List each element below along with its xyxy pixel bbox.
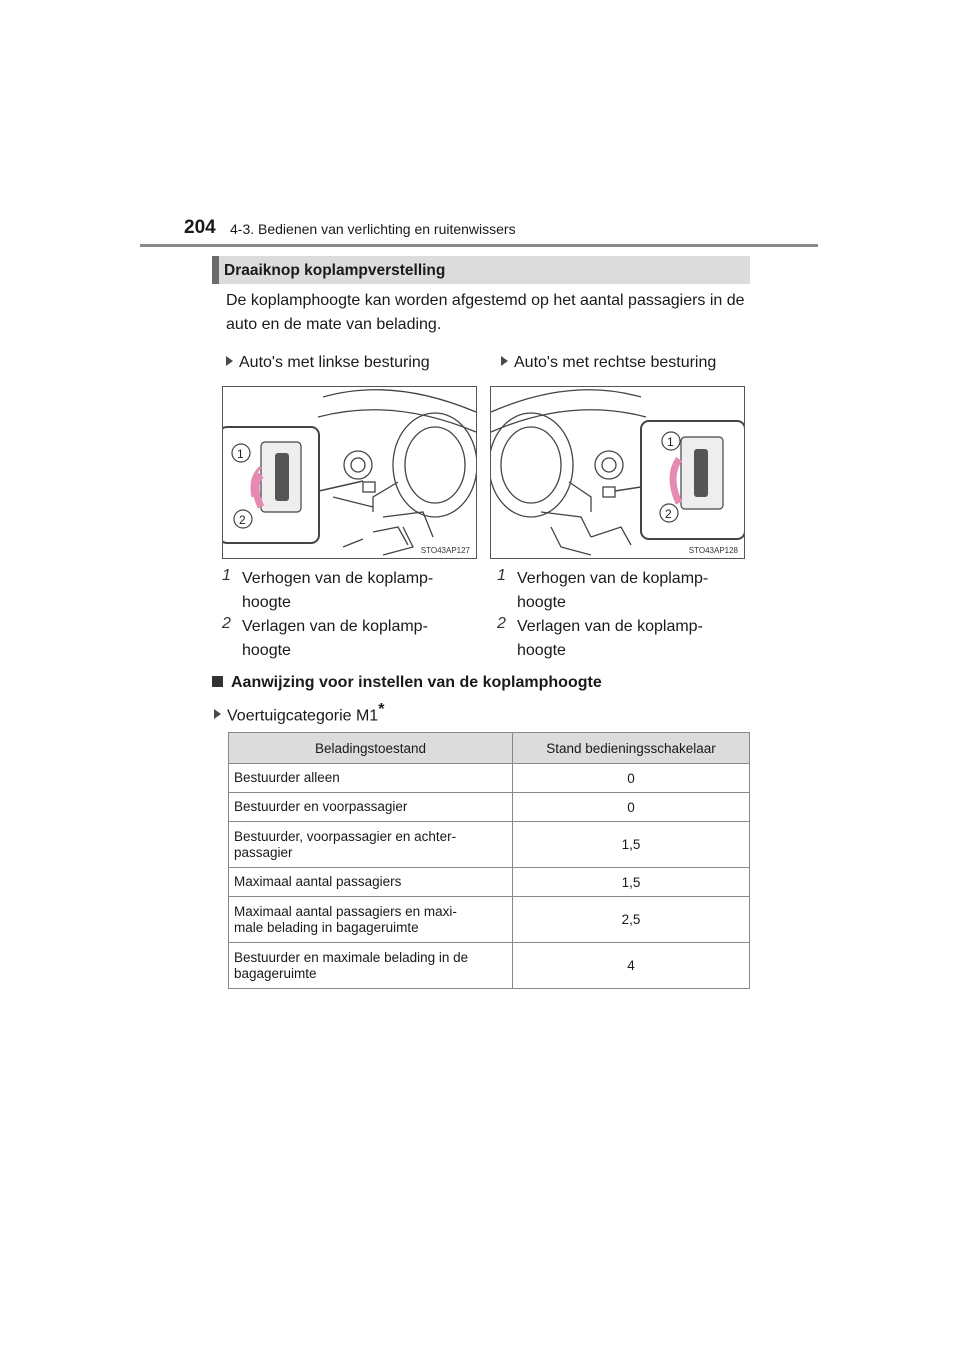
caption-number: [222, 615, 236, 633]
figure-id: STO43AP128: [688, 546, 738, 555]
caption-number-text: 1: [497, 567, 506, 584]
table-cell: 1,5: [513, 822, 750, 868]
caption-number-text: 2: [497, 615, 506, 632]
table-cell: Bestuurder alleen: [229, 764, 513, 793]
table-row: [229, 868, 750, 897]
table-cell: Bestuurder en maximale belading in de bagageruimte: [229, 943, 513, 989]
table-row: [229, 764, 750, 793]
svg-text:1: 1: [237, 447, 244, 461]
caption-text: Verhogen van de koplamp- hoogte: [242, 570, 434, 611]
vehicle-category: [214, 701, 384, 725]
table-cell: 0: [513, 764, 750, 793]
caption-text: Verlagen van de koplamp- hoogte: [242, 618, 428, 659]
svg-text:2: 2: [665, 507, 672, 521]
section-title: Draaiknop koplampverstelling: [224, 262, 446, 279]
table-header-row: [229, 733, 750, 764]
figure-lhd-dashboard: [222, 386, 477, 559]
table-row: [229, 897, 750, 943]
table-cell: 4: [513, 943, 750, 989]
page-number: 204: [184, 217, 216, 238]
svg-text:1: 1: [667, 435, 674, 449]
table-row: [229, 822, 750, 868]
triangle-bullet-icon: [226, 356, 233, 366]
header-divider: [140, 244, 818, 247]
table-row: [229, 793, 750, 822]
table-cell: 0: [513, 793, 750, 822]
figure-label-rhd: [501, 354, 716, 372]
table-cell: Maximaal aantal passagiers: [229, 868, 513, 897]
caption-number: [497, 567, 511, 585]
caption-number-text: 2: [222, 615, 231, 632]
column-header: Stand bedieningsschakelaar: [513, 733, 750, 764]
square-bullet-icon: [212, 676, 223, 687]
table-row: [229, 943, 750, 989]
note-heading-text: Aanwijzing voor instellen van de koplamphoogte: [231, 674, 602, 691]
triangle-bullet-icon: [214, 709, 221, 719]
table-cell: Maximaal aantal passagiers en maxi- male belading in bagageruimte: [229, 897, 513, 943]
dashboard-illustration-lhd: [223, 387, 476, 558]
dashboard-illustration-rhd: [491, 387, 744, 558]
caption-text: Verhogen van de koplamp- hoogte: [517, 570, 709, 611]
table-cell: Bestuurder, voorpassagier en achter- passagier: [229, 822, 513, 868]
triangle-bullet-icon: [501, 356, 508, 366]
column-header: Beladingstoestand: [229, 733, 513, 764]
asterisk-mark: *: [378, 701, 385, 718]
chapter-title: 4-3. Bedienen van verlichting en ruitenwissers: [230, 221, 516, 237]
figure-rhd-dashboard: [490, 386, 745, 559]
caption-number-text: 1: [222, 567, 231, 584]
section-intro: De koplamphoogte kan worden afgestemd op het aantal passagiers in de auto en de mate van belading.: [226, 292, 745, 333]
note-heading: [212, 674, 602, 692]
figure-label-lhd: [226, 354, 430, 372]
table-cell: 2,5: [513, 897, 750, 943]
figure-label-text: Auto's met linkse besturing: [239, 354, 430, 371]
vehicle-category-text: Voertuigcategorie M1: [227, 707, 379, 725]
caption-number: [222, 567, 236, 585]
figure-label-text: Auto's met rechtse besturing: [514, 354, 717, 371]
table-cell: 1,5: [513, 868, 750, 897]
table-cell: Bestuurder en voorpassagier: [229, 793, 513, 822]
svg-text:2: 2: [239, 513, 246, 527]
headlight-setting-table: [228, 732, 750, 989]
caption-number: [497, 615, 511, 633]
caption-text: Verlagen van de koplamp- hoogte: [517, 618, 703, 659]
figure-id: STO43AP127: [420, 546, 470, 555]
